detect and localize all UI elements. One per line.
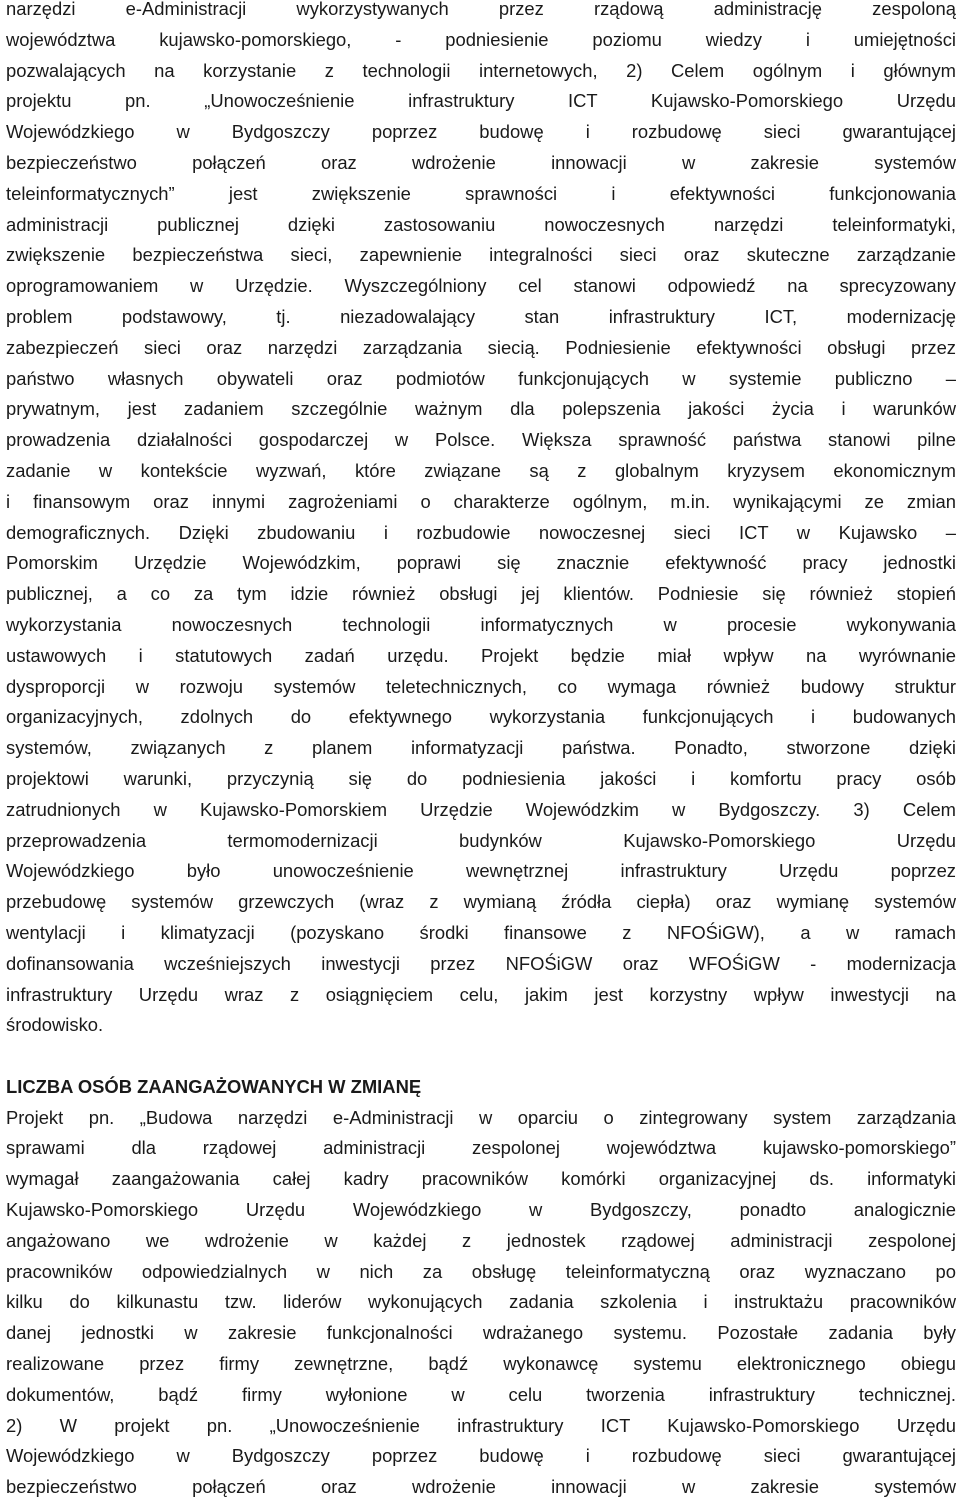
text-line: przeprowadzenia termomodernizacji budynków Kujawsko-Pomorskiego Urzędu — [6, 829, 956, 851]
text-line: angażowano we wdrożenie w każdej z jednostek rządowej administracji zespolonej — [6, 1229, 956, 1251]
text-line: wykorzystania nowoczesnych technologii informatycznych w procesie wykonywania — [6, 613, 956, 635]
text-line: województwa kujawsko-pomorskiego, - podniesienie poziomu wiedzy i umiejętności — [6, 28, 956, 50]
text-line: Pomorskim Urzędzie Wojewódzkim, poprawi się znacznie efektywność pracy jednostki — [6, 552, 956, 574]
text-line: zabezpieczeń sieci oraz narzędzi zarządzania siecią. Podniesienie efektywności obsługi przez — [6, 336, 956, 358]
text-line: prywatnym, jest zadaniem szczególnie ważnym dla polepszenia jakości życia i warunków — [6, 398, 956, 420]
text-line: środowisko. — [6, 1014, 104, 1036]
text-line: dofinansowania wcześniejszych inwestycji przez NFOŚiGW oraz WFOŚiGW - modernizacja — [6, 952, 956, 974]
text-line: Wojewódzkiego w Bydgoszczy poprzez budowę i rozbudowę sieci gwarantującej — [6, 121, 956, 143]
text-line: zatrudnionych w Kujawsko-Pomorskiem Urzędzie Wojewódzkim w Bydgoszczy. 3) Celem — [6, 798, 956, 820]
paragraph-gap — [6, 1041, 956, 1072]
text-line: demograficznych. Dzięki zbudowaniu i rozbudowie nowoczesnej sieci ICT w Kujawsko – — [6, 521, 956, 543]
text-line: infrastruktury Urzędu wraz z osiągnięciem celu, jakim jest korzystny wpływ inwestycji na — [6, 983, 956, 1005]
text-line: Kujawsko-Pomorskiego Urzędu Wojewódzkiego w Bydgoszczy, ponadto analogicznie — [6, 1199, 956, 1221]
text-line: kilku do kilkunastu tzw. liderów wykonujących zadania szkolenia i instruktażu pracowników — [6, 1291, 956, 1313]
text-line: danej jednostki w zakresie funkcjonalności wdrażanego systemu. Pozostałe zadania były — [6, 1322, 956, 1344]
text-line: Projekt pn. „Budowa narzędzi e-Administracji w oparciu o zintegrowany system zarządzania — [6, 1106, 956, 1128]
text-line: sprawami dla rządowej administracji zespolonej województwa kujawsko-pomorskiego” — [6, 1137, 956, 1159]
text-line: pracowników odpowiedzialnych w nich za obsługę teleinformatyczną oraz wyznaczano po — [6, 1260, 956, 1282]
text-line: problem podstawowy, tj. niezadowalający stan infrastruktury ICT, modernizację — [6, 305, 956, 327]
text-line: przebudowę systemów grzewczych (wraz z wymianą źródła ciepła) oraz wymianę systemów — [6, 891, 956, 913]
text-line: oprogramowaniem w Urzędzie. Wyszczególniony cel stanowi odpowiedź na sprecyzowany — [6, 275, 956, 297]
text-line: projektowi warunki, przyczynią się do podniesienia jakości i komfortu pracy osób — [6, 767, 956, 789]
text-line: i finansowym oraz innymi zagrożeniami o charakterze ogólnym, m.in. wynikającymi ze zmian — [6, 490, 956, 512]
text-line: narzędzi e-Administracji wykorzystywanych przez rządową administrację zespoloną — [6, 0, 956, 19]
body-section-people — [6, 1103, 956, 1503]
text-line: prowadzenia działalności gospodarczej w Polsce. Większa sprawność państwa stanowi pilne — [6, 429, 956, 451]
text-line: administracji publicznej dzięki zastosowaniu nowoczesnych narzędzi teleinformatyki, — [6, 213, 956, 235]
text-line: wentylacji i klimatyzacji (pozyskano środki finansowe z NFOŚiGW), a w ramach — [6, 921, 956, 943]
body-section-goals — [6, 0, 956, 1041]
text-line: projektu pn. „Unowocześnienie infrastruktury ICT Kujawsko-Pomorskiego Urzędu — [6, 90, 956, 112]
text-line: dokumentów, bądź firmy wyłonione w celu tworzenia infrastruktury technicznej. — [6, 1383, 956, 1405]
text-line: Wojewódzkiego było unowocześnienie wewnętrznej infrastruktury Urzędu poprzez — [6, 860, 956, 882]
text-line: państwo własnych obywateli oraz podmiotów funkcjonujących w systemie publiczno – — [6, 367, 956, 389]
text-line: 2) W projekt pn. „Unowocześnienie infrastruktury ICT Kujawsko-Pomorskiego Urzędu — [6, 1414, 956, 1436]
text-line: systemów, związanych z planem informatyzacji państwa. Ponadto, stworzone dzięki — [6, 737, 956, 759]
text-line: teleinformatycznych” jest zwiększenie sprawności i efektywności funkcjonowania — [6, 182, 956, 204]
text-line: bezpieczeństwo połączeń oraz wdrożenie innowacji w zakresie systemów — [6, 1476, 956, 1498]
document-page — [6, 0, 956, 1503]
text-line: pozwalających na korzystanie z technologii internetowych, 2) Celem ogólnym i głównym — [6, 59, 956, 81]
text-line: Wojewódzkiego w Bydgoszczy poprzez budowę i rozbudowę sieci gwarantującej — [6, 1445, 956, 1467]
text-line: organizacyjnych, zdolnych do efektywnego wykorzystania funkcjonujących i budowanych — [6, 706, 956, 728]
text-line: bezpieczeństwo połączeń oraz wdrożenie innowacji w zakresie systemów — [6, 151, 956, 173]
text-line: zwiększenie bezpieczeństwa sieci, zapewnienie integralności sieci oraz skuteczne zarządzanie — [6, 244, 956, 266]
text-line: ustawowych i statutowych zadań urzędu. Projekt będzie miał wpływ na wyrównanie — [6, 644, 956, 666]
text-line: publicznej, a co za tym idzie również obsługi jej klientów. Podniesie się również stopień — [6, 583, 956, 605]
text-line: dysproporcji w rozwoju systemów teletechnicznych, co wymaga również budowy struktur — [6, 675, 956, 697]
text-line: wymagał zaangażowania całej kadry pracowników komórki organizacyjnej ds. informatyki — [6, 1168, 956, 1190]
text-line: realizowane przez firmy zewnętrzne, bądź wykonawcę systemu elektronicznego obiegu — [6, 1353, 956, 1375]
text-line: zadanie w kontekście wyzwań, które związane są z globalnym kryzysem ekonomicznym — [6, 459, 956, 481]
section-heading: LICZBA OSÓB ZAANGAŻOWANYCH W ZMIANĘ — [6, 1075, 422, 1097]
